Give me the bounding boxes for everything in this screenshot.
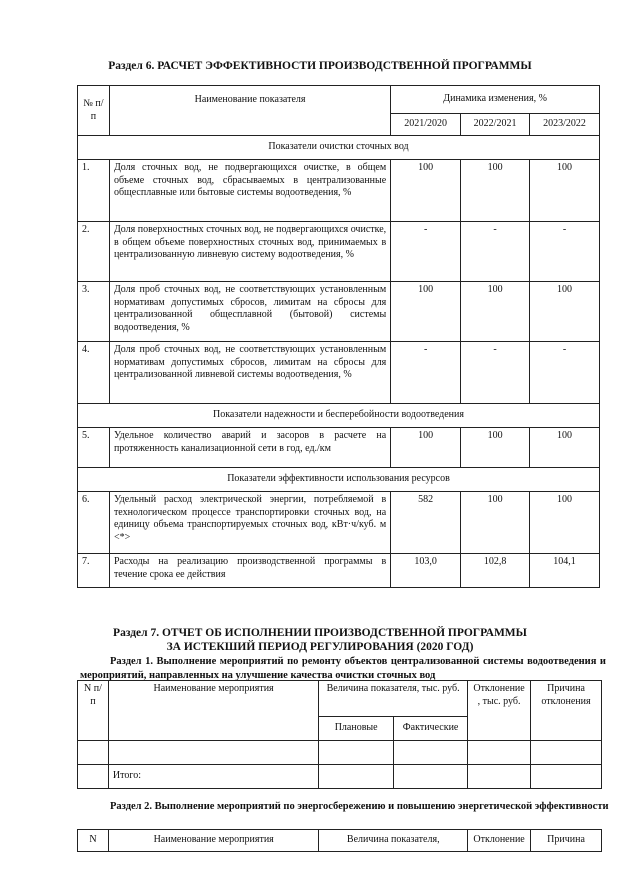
row-value: 582 [391,492,461,554]
group-header: Показатели эффективности использования ресурсов [78,468,600,492]
t1-empty-cell [468,741,531,765]
row-num: 5. [78,428,110,468]
row-value: 100 [530,160,600,222]
row-value: 104,1 [530,554,600,588]
row-name: Доля проб сточных вод, не соответствующих установленным нормативам допустимых сбросов, лимитам на сбросы для централизованной ливневой системы водоотведения, % [109,342,390,404]
group-header: Показатели очистки сточных вод [78,136,600,160]
row-num: 4. [78,342,110,404]
header-year: 2023/2022 [530,114,600,136]
row-num: 6. [78,492,110,554]
row-value: - [461,222,530,282]
section7-title-line2: ЗА ИСТЕКШИЙ ПЕРИОД РЕГУЛИРОВАНИЯ (2020 ГОД) [166,641,474,653]
repair-table [77,680,602,789]
row-num: 3. [78,282,110,342]
row-name: Удельное количество аварий и засоров в расчете на протяженность канализационной сети в год, ед./км [109,428,390,468]
row-value: 100 [391,282,461,342]
t1-empty-cell [531,741,602,765]
row-name: Доля поверхностных сточных вод, не подвергающихся очистке, в общем объеме поверхностных сточных вод, принимаемых в централизованную ливневую систему водоотведения, % [109,222,390,282]
t1-header-num: N п/п [78,681,109,741]
row-name: Расходы на реализацию производственной программы в течение срока ее действия [109,554,390,588]
row-num: 1. [78,160,110,222]
efficiency-table [77,85,600,588]
group-header: Показатели надежности и бесперебойности водоотведения [78,404,600,428]
header-dynamics: Динамика изменения, % [391,86,600,114]
t1-empty-cell [394,741,468,765]
header-num: № п/п [78,86,110,136]
row-value: - [391,222,461,282]
row-value: 103,0 [391,554,461,588]
row-value: 102,8 [461,554,530,588]
subsection2-text: Раздел 2. Выполнение мероприятий по энергосбережению и повышению энергетической эффективности [110,801,609,812]
section7-title-line1: Раздел 7. ОТЧЕТ ОБ ИСПОЛНЕНИИ ПРОИЗВОДСТВЕННОЙ ПРОГРАММЫ [113,627,527,639]
row-value: 100 [461,428,530,468]
t1-empty-cell [319,765,394,789]
row-num: 2. [78,222,110,282]
header-year: 2021/2020 [391,114,461,136]
row-name: Удельный расход электрической энергии, потребляемой в технологическом процессе транспортировки сточных вод, на единицу объема транспортируемых сточных вод, кВт·ч/куб. м <*> [109,492,390,554]
row-value: 100 [530,428,600,468]
t1-empty-cell [78,765,109,789]
row-value: - [530,222,600,282]
subsection1-text: Раздел 1. Выполнение мероприятий по ремонту объектов централизованной системы водоотведения и мероприятий, направленных на улучшение качества очистки сточных вод [80,656,606,681]
t1-header-deviation: Отклонение , тыс. руб. [468,681,531,741]
t1-empty-cell [531,765,602,789]
t1-header-value: Величина показателя, тыс. руб. [319,681,468,717]
row-name: Доля сточных вод, не подвергающихся очистке, в общем объеме сточных вод, сбрасываемых в централизованные общесплавные или бытовые системы водоотведения, % [109,160,390,222]
row-value: 100 [530,492,600,554]
row-num: 7. [78,554,110,588]
energy-table [77,829,602,852]
row-value: 100 [461,282,530,342]
t1-total-label: Итого: [108,765,318,789]
t1-header-planned: Плановые [319,717,394,741]
t2-header-name: Наименование мероприятия [108,830,318,852]
t2-header-num: N [78,830,109,852]
row-name: Доля проб сточных вод, не соответствующих установленным нормативам допустимых сбросов, лимитам на сбросы для централизованной общесплавной (бытовой) системы водоотведения, % [109,282,390,342]
section6-title: Раздел 6. РАСЧЕТ ЭФФЕКТИВНОСТИ ПРОИЗВОДСТВЕННОЙ ПРОГРАММЫ [108,60,532,72]
t1-empty-cell [468,765,531,789]
row-value: 100 [461,160,530,222]
t2-header-reason: Причина [531,830,602,852]
row-value: - [530,342,600,404]
row-value: - [461,342,530,404]
t1-empty-cell [108,741,318,765]
t1-header-actual: Фактические [394,717,468,741]
t2-header-deviation: Отклонение [468,830,531,852]
t1-empty-cell [78,741,109,765]
row-value: 100 [530,282,600,342]
header-year: 2022/2021 [461,114,530,136]
row-value: 100 [391,160,461,222]
t1-empty-cell [394,765,468,789]
t2-header-value: Величина показателя, [319,830,468,852]
header-name: Наименование показателя [109,86,390,136]
t1-empty-cell [319,741,394,765]
t1-header-reason: Причина отклонения [531,681,602,741]
row-value: 100 [461,492,530,554]
row-value: 100 [391,428,461,468]
row-value: - [391,342,461,404]
t1-header-name: Наименование мероприятия [108,681,318,741]
